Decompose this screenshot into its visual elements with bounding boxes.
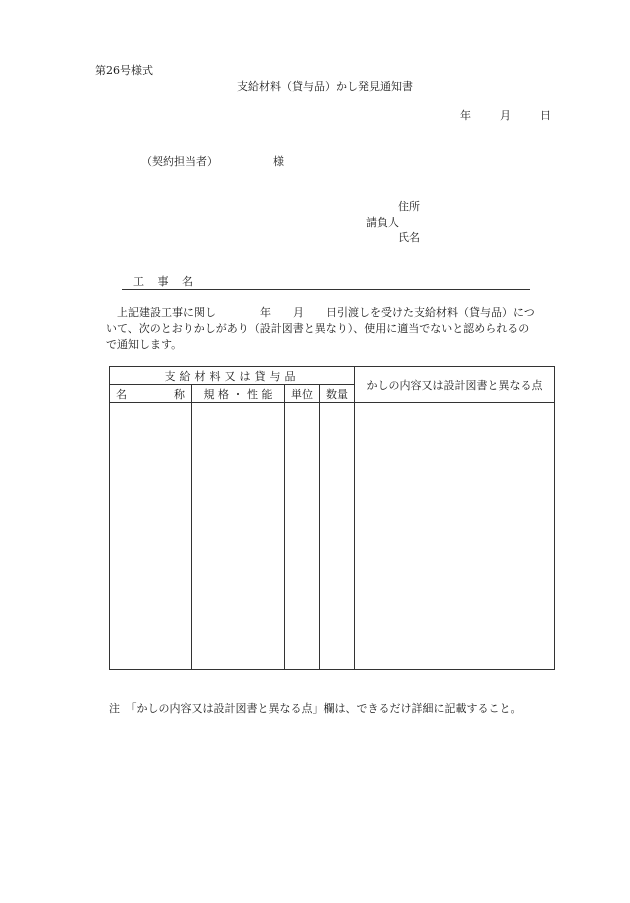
contractor-address-label: 住所 bbox=[398, 200, 420, 213]
construction-name-label: 工 事 名 bbox=[133, 275, 198, 288]
table-header-name-part2: 称 bbox=[174, 387, 185, 401]
construction-name-underline bbox=[122, 289, 530, 290]
materials-table bbox=[109, 366, 555, 670]
document-title: 支給材料（貸与品）かし発見通知書 bbox=[237, 80, 413, 93]
table-header-defect: かしの内容又は設計図書と異なる点 bbox=[355, 367, 555, 403]
date-year-label: 年 bbox=[460, 109, 471, 122]
table-cell-defect[interactable] bbox=[355, 403, 555, 670]
contractor-name-label: 氏名 bbox=[398, 231, 420, 244]
table-header-name-part1: 名 bbox=[116, 387, 127, 401]
body-line: 上記建設工事に関し 年 月 日引渡しを受けた支給材料（貸与品）につ bbox=[106, 306, 535, 319]
table-cell-name[interactable] bbox=[110, 403, 192, 670]
date-month-label: 月 bbox=[500, 109, 511, 122]
notice-body bbox=[106, 305, 561, 353]
table-header-name bbox=[110, 385, 192, 403]
table-cell-spec[interactable] bbox=[192, 403, 285, 670]
table-group-header: 支給材料又は貸与品 bbox=[110, 367, 355, 385]
date-day-label: 日 bbox=[540, 109, 551, 122]
date-line bbox=[460, 109, 551, 123]
table-cell-unit[interactable] bbox=[285, 403, 320, 670]
body-line: いて、次のとおりかしがあり（設計図書と異なり）、使用に適当でないと認められるの bbox=[106, 322, 530, 335]
addressee-label: （契約担当者） bbox=[141, 155, 218, 168]
body-line: で通知します。 bbox=[106, 338, 183, 351]
table-header-unit: 単位 bbox=[285, 385, 320, 403]
table-cell-qty[interactable] bbox=[320, 403, 355, 670]
table-header-spec: 規 格 ・ 性 能 bbox=[192, 385, 285, 403]
form-number: 第26号様式 bbox=[95, 64, 153, 77]
footnote: 注 「かしの内容又は設計図書と異なる点」欄は、できるだけ詳細に記載すること。 bbox=[109, 702, 522, 715]
addressee-honorific: 様 bbox=[273, 155, 284, 168]
contractor-role-label: 請負人 bbox=[366, 216, 399, 229]
table-header-qty: 数量 bbox=[320, 385, 355, 403]
